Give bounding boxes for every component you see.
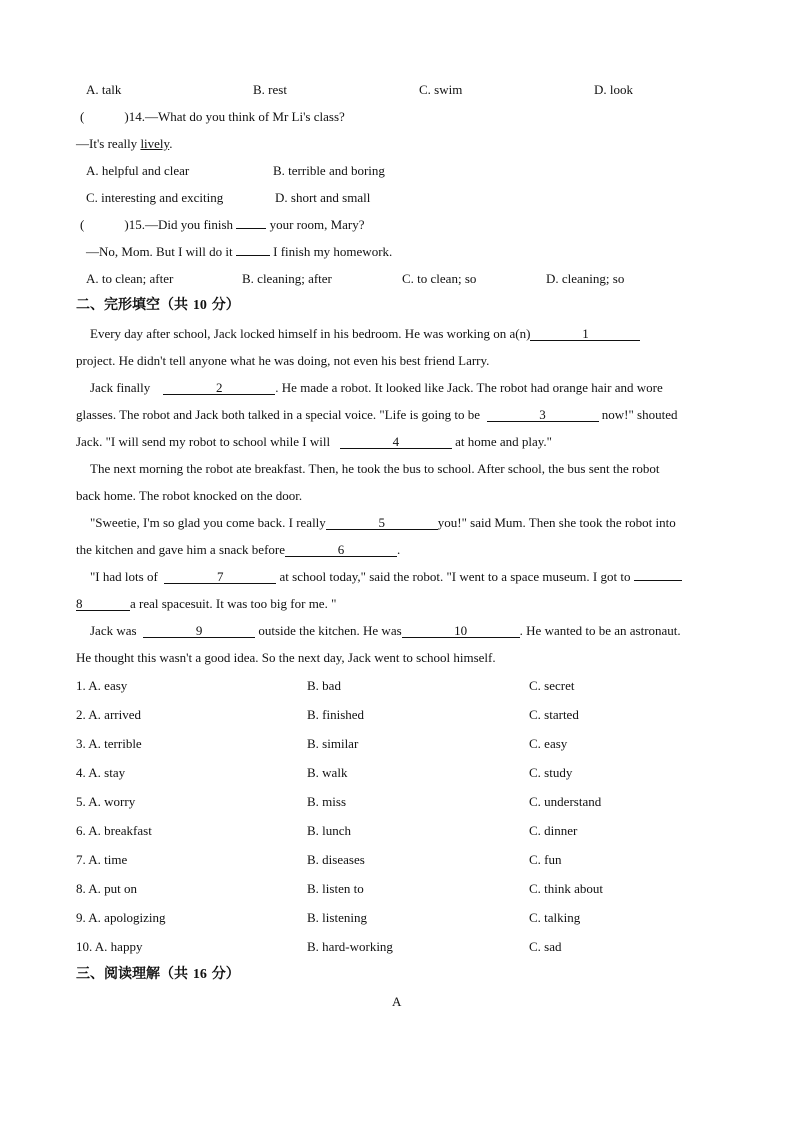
q15-option-c: C. to clean; so [402, 271, 477, 286]
q15-option-b: B. cleaning; after [242, 271, 332, 286]
cloze-blank-10[interactable]: 10 [402, 624, 520, 638]
passage-label: A [392, 994, 402, 1009]
section-2-heading [76, 297, 240, 314]
passage-text: . He wanted to be an astronaut. [519, 623, 681, 638]
q15-option-a: A. to clean; after [86, 271, 174, 286]
choice-4-b: B. walk [307, 765, 348, 780]
passage-line: back home. The robot knocked on the door. [76, 488, 303, 503]
choice-4-c: C. study [529, 765, 573, 780]
passage-line [90, 326, 640, 342]
choice-2-b: B. finished [307, 707, 365, 722]
passage-line [76, 542, 400, 558]
passage-text: you!" said Mum. Then she took the robot into [437, 515, 676, 530]
q14-underlined-word: lively [140, 136, 170, 151]
passage-line: The next morning the robot ate breakfast. Then, he took the bus to school. After school, the bus sent the robot [90, 461, 660, 476]
passage-text: Jack. "I will send my robot to school while I will [76, 434, 331, 449]
section-3-title-pre: 三、阅读理解（共 [76, 966, 193, 982]
choice-8-c: C. think about [529, 881, 604, 896]
q14-answer-end: . [169, 136, 173, 151]
choice-9-b: B. listening [307, 910, 367, 925]
passage-text: glasses. The robot and Jack both talked in a special voice. "Life is going to be [76, 407, 480, 422]
passage-text: "I had lots of [90, 569, 158, 584]
cloze-blank-6[interactable]: 6 [285, 543, 397, 557]
cloze-blank-2[interactable]: 2 [163, 381, 275, 395]
cloze-blank-8[interactable]: 8 [76, 597, 130, 611]
cloze-blank-1[interactable]: 1 [530, 327, 640, 341]
passage-line: He thought this wasn't a good idea. So the next day, Jack went to school himself. [76, 650, 496, 665]
cloze-blank-8-start[interactable] [634, 580, 682, 581]
cloze-blank-3[interactable]: 3 [487, 408, 599, 422]
answer-paren-open: ( [80, 217, 85, 232]
passage-text: . [397, 542, 401, 557]
choice-1-b: B. bad [307, 678, 341, 693]
section-3-points: 16 [192, 967, 207, 982]
q15-answer-end: I finish my homework. [269, 244, 393, 259]
q15-option-d: D. cleaning; so [546, 271, 625, 286]
q15-question: 15.—Did you finish [128, 217, 237, 232]
choice-9-c: C. talking [529, 910, 581, 925]
q14-question: 14.—What do you think of Mr Li's class? [128, 109, 345, 124]
choice-3-a: 3. A. terrible [76, 736, 142, 751]
passage-line [76, 596, 336, 612]
q15-answer: —No, Mom. But I will do it [86, 244, 236, 259]
passage-line [90, 515, 676, 531]
choice-1-a: 1. A. easy [76, 678, 128, 693]
q15-blank-1[interactable] [236, 228, 266, 229]
choice-3-c: C. easy [529, 736, 568, 751]
choice-5-b: B. miss [307, 794, 347, 809]
q15-answer-line [86, 244, 392, 260]
section-2-points: 10 [192, 298, 207, 313]
passage-text: a real spacesuit. It was too big for me. " [130, 596, 337, 611]
q14-option-b: B. terrible and boring [273, 163, 385, 178]
passage-text: the kitchen and gave him a snack before [76, 542, 285, 557]
passage-text: at home and play." [455, 434, 552, 449]
choice-8-b: B. listen to [307, 881, 364, 896]
passage-text: "Sweetie, I'm so glad you come back. I really [90, 515, 326, 530]
q13-option-b: B. rest [253, 82, 287, 97]
choice-1-c: C. secret [529, 678, 575, 693]
section-2-title-post: 分） [206, 297, 240, 313]
answer-paren-close: ) [124, 109, 129, 124]
passage-text: Every day after school, Jack locked himself in his bedroom. He was working on a(n) [90, 326, 531, 341]
q14-option-c: C. interesting and exciting [86, 190, 224, 205]
passage-text: Jack finally [90, 380, 151, 395]
choice-8-a: 8. A. put on [76, 881, 138, 896]
q15-question-line [80, 217, 365, 233]
choice-2-c: C. started [529, 707, 579, 722]
q14-option-d: D. short and small [275, 190, 371, 205]
choice-6-a: 6. A. breakfast [76, 823, 152, 838]
cloze-blank-4[interactable]: 4 [340, 435, 452, 449]
passage-line: project. He didn't tell anyone what he was doing, not even his best friend Larry. [76, 353, 490, 368]
choice-7-a: 7. A. time [76, 852, 128, 867]
passage-text: at school today," said the robot. "I went to a space museum. I got to [279, 569, 631, 584]
q15-question-end: your room, Mary? [266, 217, 365, 232]
passage-text: Jack was [90, 623, 137, 638]
passage-line [90, 623, 681, 639]
choice-7-c: C. fun [529, 852, 562, 867]
passage-text: now!" shouted [601, 407, 678, 422]
q14-answer-text: —It's really [76, 136, 141, 151]
choice-3-b: B. similar [307, 736, 359, 751]
answer-paren-open: ( [80, 109, 85, 124]
q15-blank-2[interactable] [236, 255, 270, 256]
q13-option-d: D. look [594, 82, 633, 97]
choice-5-a: 5. A. worry [76, 794, 136, 809]
choice-10-b: B. hard-working [307, 939, 393, 954]
passage-line [76, 407, 677, 423]
choice-2-a: 2. A. arrived [76, 707, 141, 722]
cloze-blank-7[interactable]: 7 [164, 570, 276, 584]
choice-9-a: 9. A. apologizing [76, 910, 166, 925]
cloze-blank-9[interactable]: 9 [143, 624, 255, 638]
choice-10-c: C. sad [529, 939, 562, 954]
section-2-title-pre: 二、完形填空（共 [76, 297, 193, 313]
choice-6-b: B. lunch [307, 823, 352, 838]
choice-6-c: C. dinner [529, 823, 578, 838]
passage-line [90, 569, 682, 585]
choice-7-b: B. diseases [307, 852, 365, 867]
passage-line [76, 434, 552, 450]
passage-text: outside the kitchen. He was [258, 623, 402, 638]
q13-option-c: C. swim [419, 82, 463, 97]
section-3-heading [76, 966, 240, 983]
section-3-title-post: 分） [206, 966, 240, 982]
answer-paren-close: ) [124, 217, 129, 232]
q14-question-line [80, 109, 345, 125]
cloze-blank-5[interactable]: 5 [326, 516, 438, 530]
choice-10-a: 10. A. happy [76, 939, 143, 954]
passage-text: . He made a robot. It looked like Jack. The robot had orange hair and wore [275, 380, 663, 395]
passage-line [90, 380, 663, 396]
choice-4-a: 4. A. stay [76, 765, 126, 780]
q14-option-a: A. helpful and clear [86, 163, 190, 178]
q14-answer-line [76, 136, 172, 152]
q13-option-a: A. talk [86, 82, 122, 97]
choice-5-c: C. understand [529, 794, 602, 809]
